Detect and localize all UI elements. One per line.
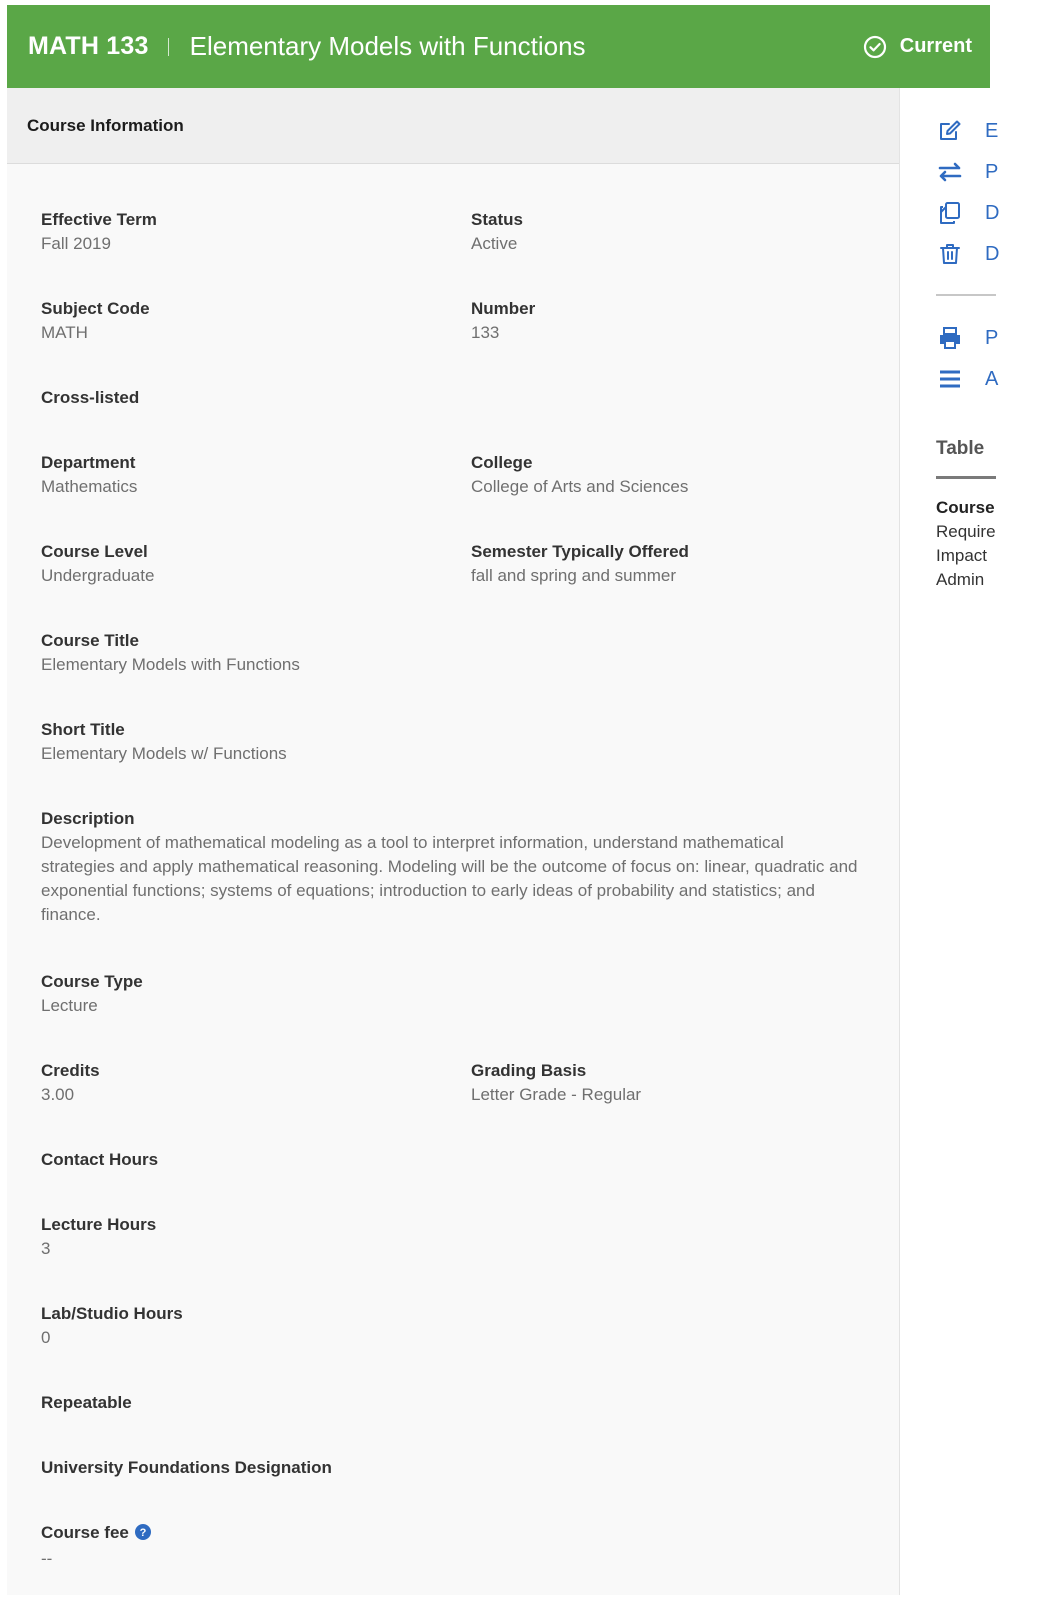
course-information-panel — [7, 88, 900, 1595]
field-value: Active — [471, 234, 518, 253]
field-label: Description — [41, 809, 135, 828]
field-label: College — [471, 453, 533, 472]
field-value: Lecture — [41, 996, 98, 1015]
action-label: P — [985, 160, 999, 183]
field-course-title — [41, 629, 861, 677]
field-label: Course Type — [41, 972, 143, 991]
panel-title: Course Information — [7, 88, 899, 164]
field-label: University Foundations Designation — [41, 1458, 332, 1477]
field-label: Credits — [41, 1061, 100, 1080]
field-lab-studio-hours — [41, 1302, 861, 1350]
field-label: Semester Typically Offered — [471, 542, 689, 561]
print-action[interactable] — [937, 325, 1057, 351]
field-value: -- — [41, 1549, 53, 1568]
toc-underline — [936, 476, 996, 479]
field-label: Lab/Studio Hours — [41, 1304, 183, 1323]
field-label — [41, 1521, 861, 1547]
field-label: Department — [41, 453, 136, 472]
duplicate-icon — [937, 200, 963, 226]
field-value: Fall 2019 — [41, 234, 111, 253]
course-view — [7, 5, 1000, 1595]
field-foundations-designation — [41, 1456, 861, 1480]
action-label: A — [985, 367, 999, 390]
check-circle-icon — [863, 35, 887, 59]
propose-action[interactable] — [937, 159, 1057, 185]
field-description — [41, 807, 861, 927]
field-label: Lecture Hours — [41, 1215, 157, 1234]
field-value: fall and spring and summer — [471, 566, 677, 585]
menu-icon — [937, 366, 963, 392]
field-value: Development of mathematical modeling as a tool to interpret information, understand mathematical strategies and apply mathematical reasoning. Modeling will be the outcome of focus on: linear, quadratic and exponential functions; systems of equations; introduction to early ideas of probability and statistics; and finance. — [41, 833, 858, 924]
field-value: 3 — [41, 1239, 51, 1258]
toc-item-admin[interactable]: Admin — [936, 570, 985, 589]
toc-item-course[interactable]: Course — [936, 498, 995, 517]
field-label: Contact Hours — [41, 1150, 159, 1169]
field-value: Mathematics — [41, 477, 138, 496]
table-of-contents-title: Table — [936, 438, 985, 459]
field-short-title — [41, 718, 861, 766]
field-value: Undergraduate — [41, 566, 155, 585]
edit-icon — [937, 118, 963, 144]
field-label: Course Title — [41, 631, 139, 650]
field-label: Status — [471, 210, 523, 229]
field-label: Short Title — [41, 720, 125, 739]
field-value: Elementary Models w/ Functions — [41, 744, 287, 763]
field-college — [471, 451, 881, 499]
course-fee-label: Course fee — [41, 1523, 129, 1542]
help-icon[interactable] — [135, 1523, 151, 1547]
trash-icon — [937, 241, 963, 267]
course-header — [7, 5, 990, 88]
print-icon — [937, 325, 963, 351]
duplicate-action[interactable] — [937, 200, 1057, 226]
field-label: Grading Basis — [471, 1061, 587, 1080]
field-lecture-hours — [41, 1213, 861, 1261]
field-value: College of Arts and Sciences — [471, 477, 689, 496]
field-label: Effective Term — [41, 210, 157, 229]
action-label: P — [985, 326, 999, 349]
field-grading-basis — [471, 1059, 881, 1107]
menu-action[interactable] — [937, 366, 1057, 392]
action-label: D — [985, 201, 1000, 224]
header-divider — [168, 38, 169, 56]
field-status — [471, 208, 881, 256]
field-label: Repeatable — [41, 1393, 132, 1412]
field-repeatable — [41, 1391, 861, 1415]
field-value: MATH — [41, 323, 88, 342]
action-label: D — [985, 242, 1000, 265]
action-label: E — [985, 119, 999, 142]
field-semester-offered — [471, 540, 881, 588]
sidebar-divider — [936, 294, 996, 296]
field-value: 133 — [471, 323, 500, 342]
field-value: Elementary Models with Functions — [41, 655, 300, 674]
field-number — [471, 297, 881, 345]
toc-item-impact[interactable]: Impact — [936, 546, 988, 565]
course-code: MATH 133 — [28, 32, 149, 60]
field-contact-hours — [41, 1148, 861, 1172]
course-header-title: Elementary Models with Functions — [189, 31, 586, 61]
swap-icon — [937, 159, 963, 185]
svg-text:?: ? — [139, 1527, 147, 1539]
field-course-fee — [41, 1521, 861, 1571]
toc-item-requirements[interactable]: Require — [936, 522, 996, 541]
field-label: Cross-listed — [41, 388, 140, 407]
field-label: Course Level — [41, 542, 148, 561]
field-value: Letter Grade - Regular — [471, 1085, 642, 1104]
field-cross-listed — [41, 386, 861, 410]
field-label: Subject Code — [41, 299, 150, 318]
status-badge — [863, 5, 972, 88]
right-sidebar — [900, 88, 1000, 1595]
edit-action[interactable] — [937, 118, 1057, 144]
field-label: Number — [471, 299, 536, 318]
field-value: 0 — [41, 1328, 51, 1347]
field-course-type — [41, 970, 861, 1018]
field-value: 3.00 — [41, 1085, 75, 1104]
status-label: Current — [899, 35, 972, 57]
delete-action[interactable] — [937, 241, 1057, 267]
